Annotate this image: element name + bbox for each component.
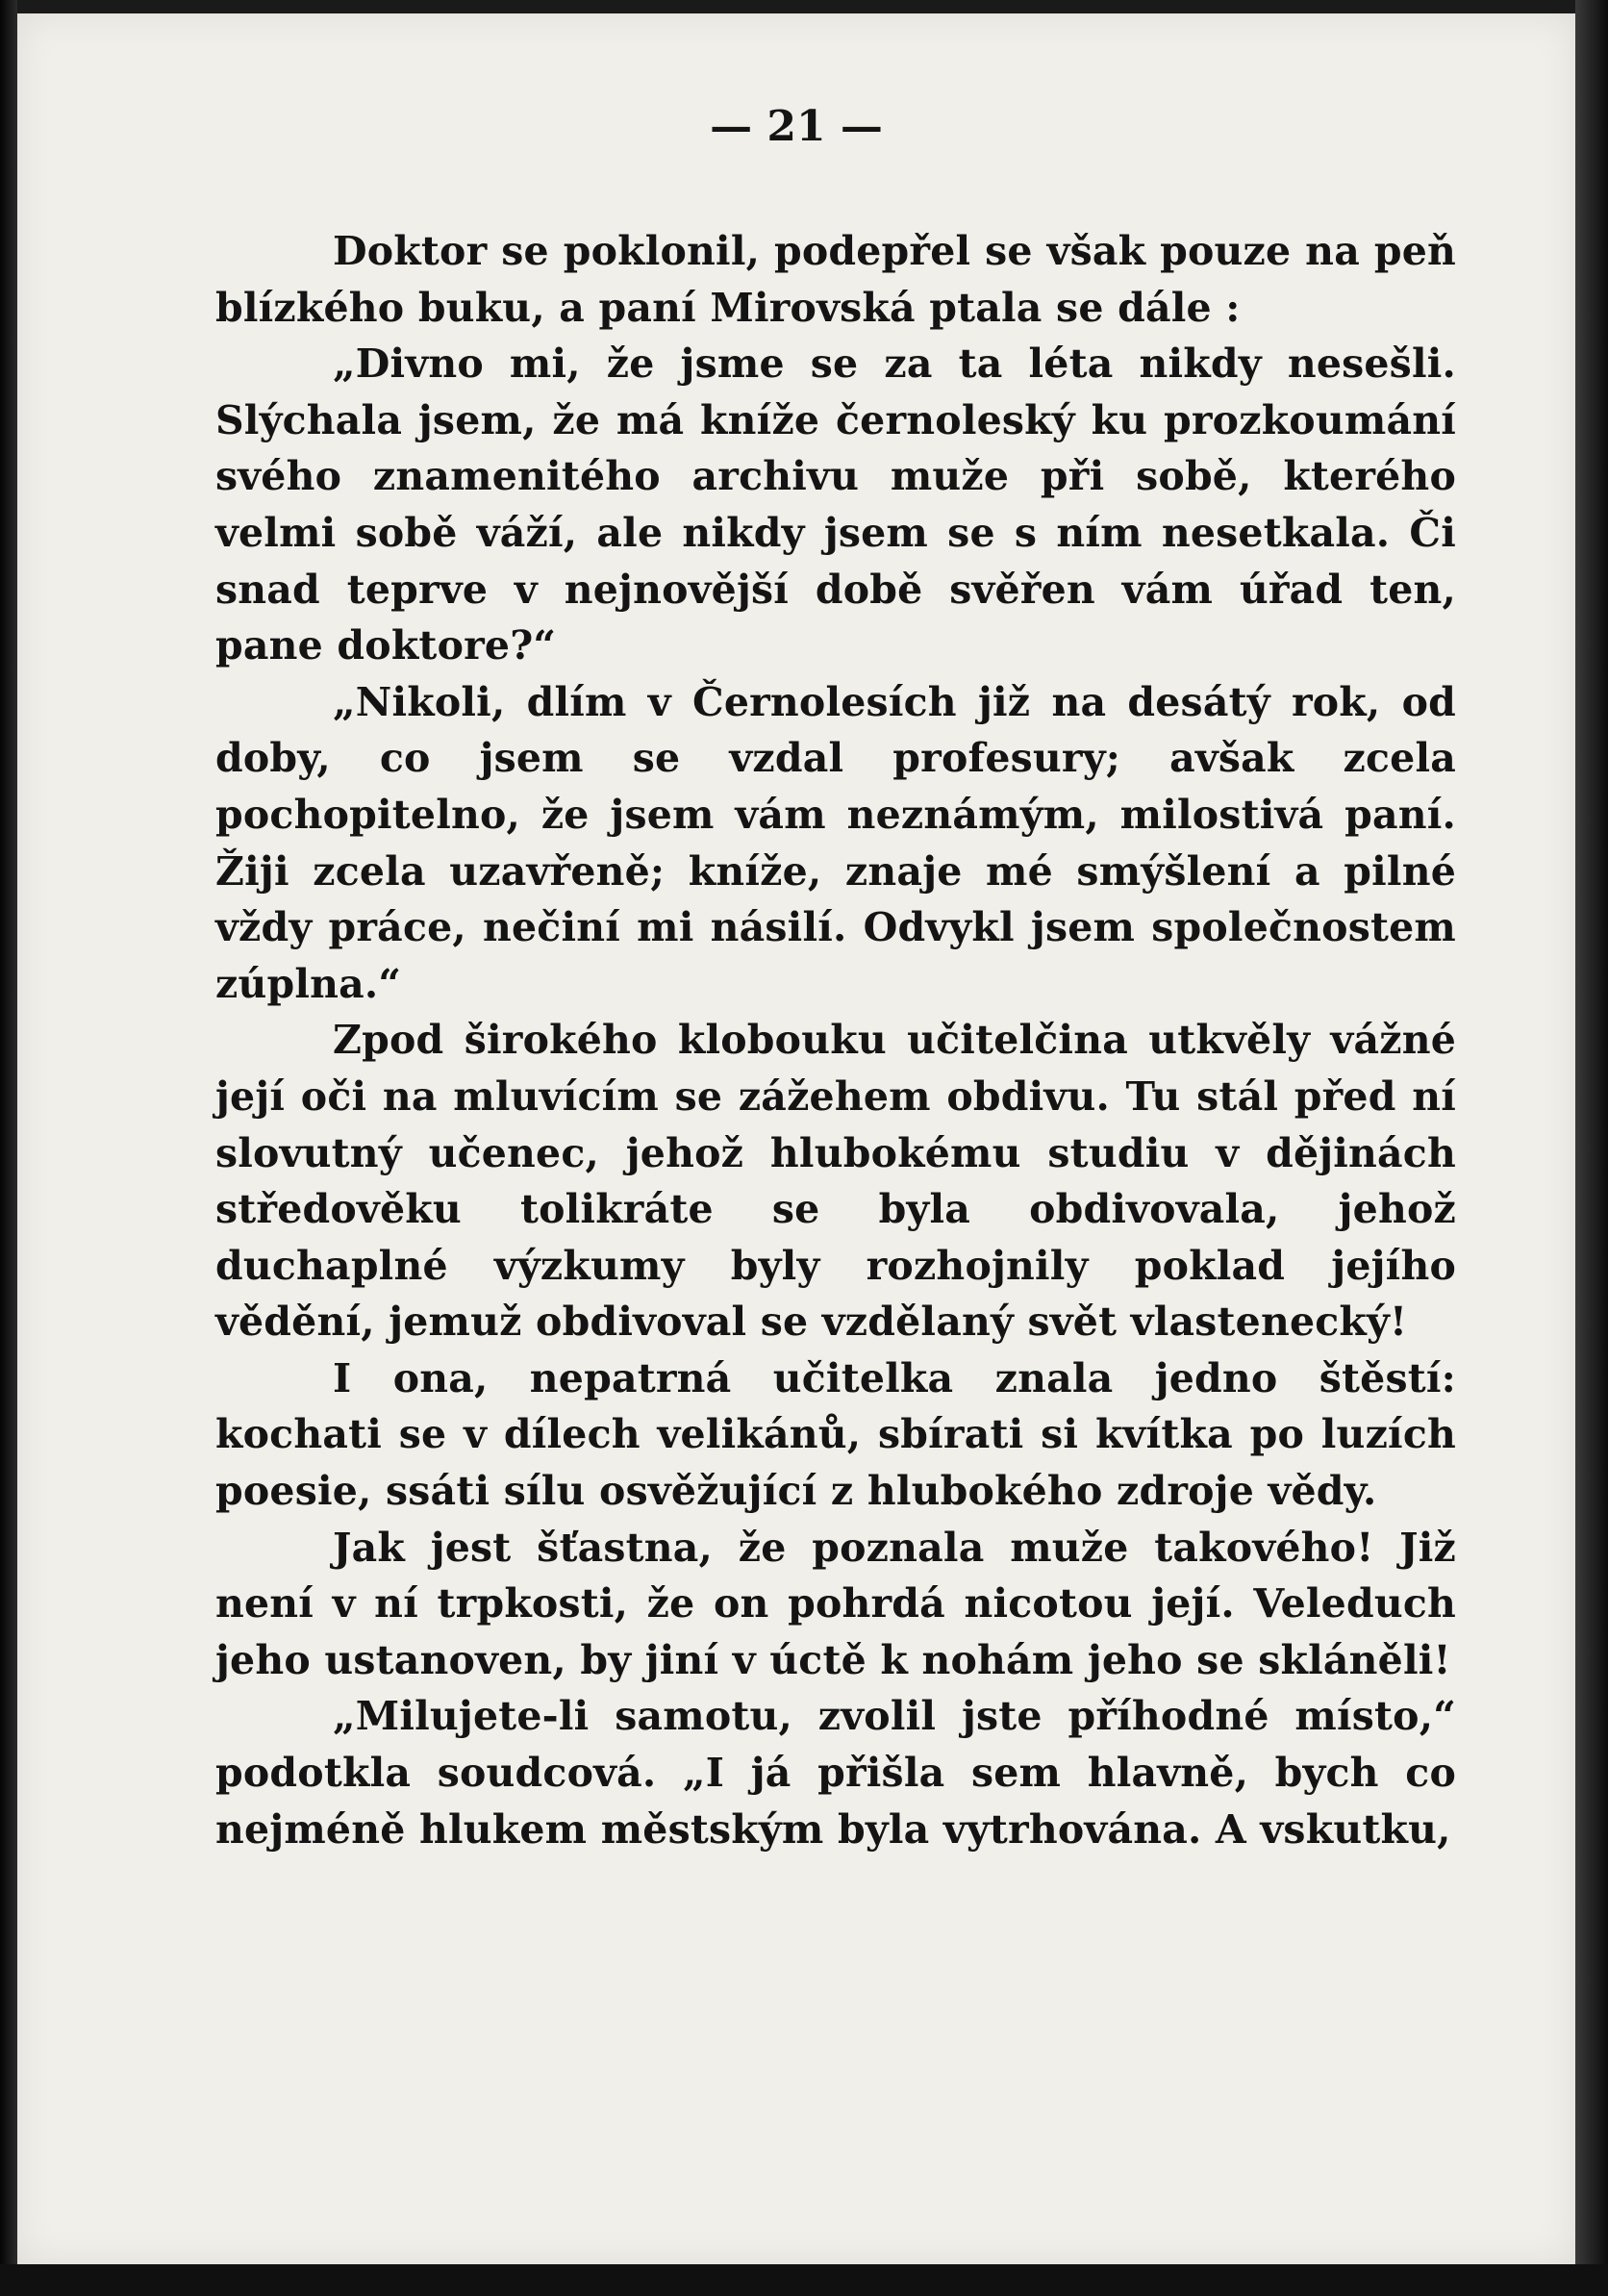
paragraph: „Divno mi, že jsme se za ta léta nikdy nesešli. Slýchala jsem, že má kníže černoleský ku prozkoumání svého znamenitého archivu muže při sobě, kterého velmi sobě váží, ale nikdy jsem se s ním nesetkala. Či snad teprve v nejnovější době svěřen vám úřad ten, pane doktore?“ — [215, 341, 1456, 669]
paragraph: Doktor se poklonil, podepřel se však pouze na peň blízkého buku, a paní Mirovská ptala se dále : — [215, 228, 1456, 331]
book-page — [17, 13, 1575, 2264]
paragraph: Zpod širokého klobouku učitelčina utkvěly vážné její oči na mluvícím se zážehem obdivu. Tu stál před ní slovutný učenec, jehož hlubokému studiu v dějinách středověku tolikráte se byla obdivovala, jehož duchaplné výzkumy byly rozhojnily poklad jejího vědění, jemuž obdivoval se vzdělaný svět vlastenecký! — [215, 1017, 1456, 1346]
paragraph: I ona, nepatrná učitelka znala jedno štěstí: kochati se v dílech velikánů, sbírati si kvítka po luzích poesie, ssáti sílu osvěžující z hlubokého zdroje vědy. — [215, 1354, 1456, 1515]
book-spine-shadow — [0, 0, 17, 2296]
paragraph: „Milujete-li samotu, zvolil jste příhodné místo,“ podotkla soudcová. „I já přišla sem hlavně, bych co nejméně hlukem městským byla vytrhována. A vskutku, — [215, 1693, 1456, 1853]
paragraph: Jak jest šťastna, že poznala muže takového! Již není v ní trpkosti, že on pohrdá nicotou její. Veleduch jeho ustanoven, by jiní v úctě k nohám jeho se skláněli! — [215, 1524, 1456, 1683]
body-text — [215, 223, 1456, 1857]
page-number: — 21 — — [710, 102, 883, 151]
bottom-page-edge — [0, 2264, 1608, 2296]
paragraph: „Nikoli, dlím v Černolesích již na desátý rok, od doby, co jsem se vzdal profesury; avšak zcela pochopitelno, že jsem vám neznámým, milostivá paní. Žiji zcela uzavřeně; kníže, znaje mé smýšlení a pilné vždy práce, nečiní mi násilí. Odvykl jsem společnostem zúplna.“ — [215, 678, 1456, 1007]
right-page-edge — [1575, 0, 1608, 2296]
